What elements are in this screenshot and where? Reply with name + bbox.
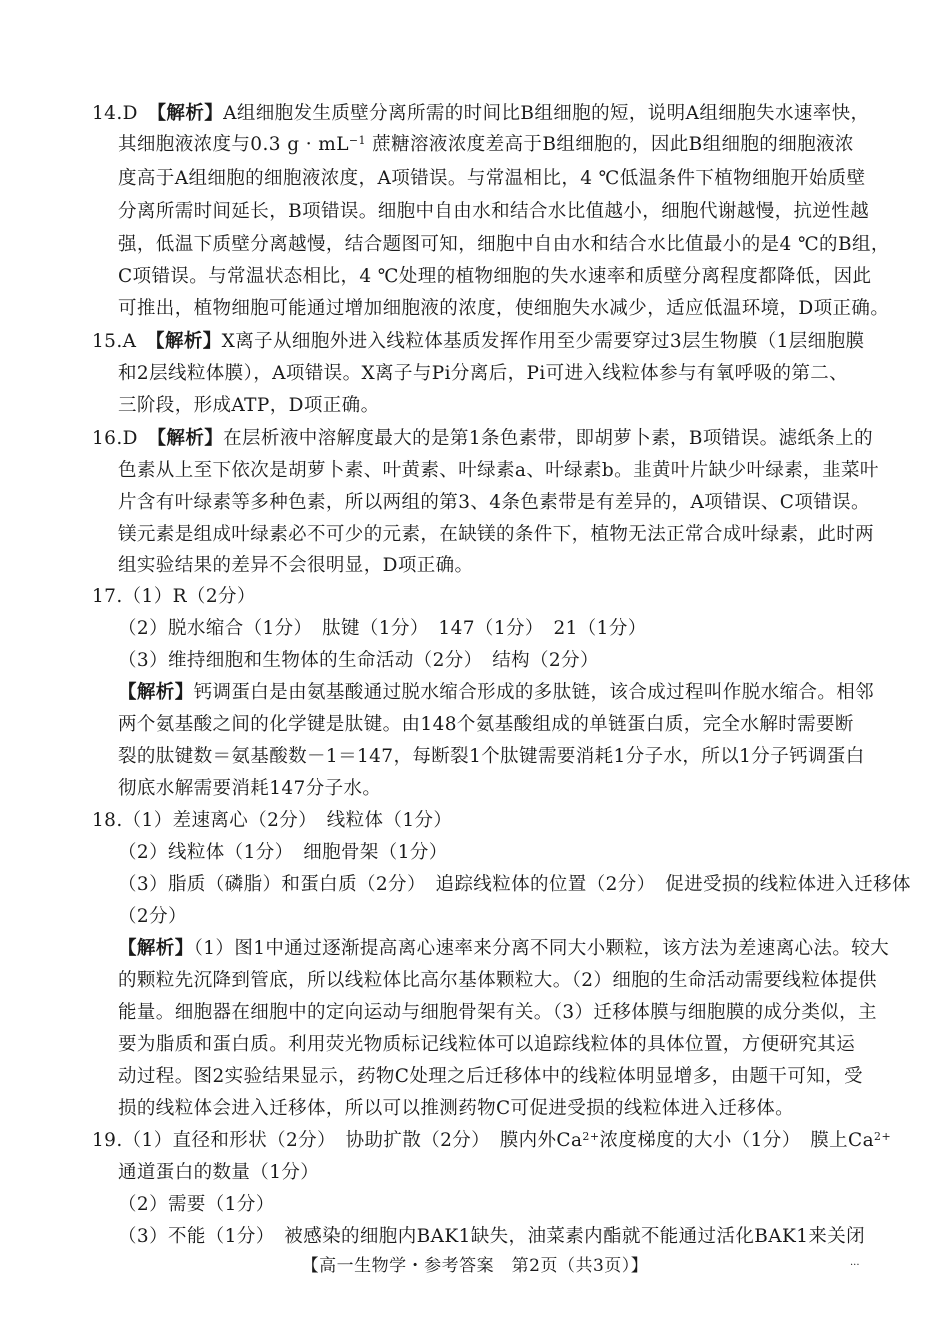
q18-explanation-5: 动过程。图2实验结果显示，药物C处理之后迁移体中的线粒体明显增多，由题干可知，受 <box>118 1066 863 1087</box>
q18-line-3: （3）脂质（磷脂）和蛋白质（2分） 追踪线粒体的位置（2分） 促进受损的线粒体进入迁移体 <box>118 874 911 895</box>
q17-explanation-3: 裂的肽键数＝氨基酸数－1＝147，每断裂1个肽键需要消耗1分子水，所以1分子钙调蛋白 <box>118 746 865 767</box>
q19-line-2: 通道蛋白的数量（1分） <box>118 1162 320 1183</box>
q17-line-2: （2）脱水缩合（1分） 肽键（1分） 147（1分） 21（1分） <box>118 618 647 639</box>
q16-line-1: 16.D 【解析】在层析液中溶解度最大的是第1条色素带，即胡萝卜素，B项错误。滤纸条上的 <box>92 428 873 449</box>
corner-mark: ... <box>850 1257 860 1268</box>
q15-line-2: 和2层线粒体膜），A项错误。X离子与Pi分离后，Pi可进入线粒体参与有氧呼吸的第二、 <box>118 363 849 384</box>
q16-number: 16.D <box>92 428 138 449</box>
q16-line-2: 色素从上至下依次是胡萝卜素、叶黄素、叶绿素a、叶绿素b。韭黄叶片缺少叶绿素，韭菜叶 <box>118 460 879 481</box>
q14-line-5: 强，低温下质壁分离越慢，结合题图可知，细胞中自由水和结合水比值最小的是4 ℃的B组， <box>118 234 890 255</box>
q18-explanation-4: 要为脂质和蛋白质。利用荧光物质标记线粒体可以追踪线粒体的具体位置，方便研究其运 <box>118 1034 856 1055</box>
q18-explanation-6: 损的线粒体会进入迁移体，所以可以推测药物C可促进受损的线粒体进入迁移体。 <box>118 1098 795 1119</box>
q19-line-3: （2）需要（1分） <box>118 1194 275 1215</box>
analysis-tag: 【解析】 <box>118 938 194 959</box>
q17-line-1: 17.（1）R（2分） <box>92 586 256 607</box>
q18-explanation-1: 【解析】（1）图1中通过逐渐提高离心速率来分离不同大小颗粒，该方法为差速离心法。较大 <box>118 938 890 959</box>
q14-line-3: 度高于A组细胞的细胞液浓度，A项错误。与常温相比，4 ℃低温条件下植物细胞开始质壁 <box>118 168 866 189</box>
q16-line-5: 组实验结果的差异不会很明显，D项正确。 <box>118 555 474 576</box>
q18-line-1: 18.（1）差速离心（2分） 线粒体（1分） <box>92 810 453 831</box>
analysis-tag: 【解析】 <box>156 428 224 449</box>
q17-explanation-1: 【解析】钙调蛋白是由氨基酸通过脱水缩合形成的多肽链，该合成过程叫作脱水缩合。相邻 <box>118 682 875 703</box>
q14-line-2: 其细胞液浓度与0.3 $g \cdot mL^{-1}$ 蔗糖溶液浓度差高于B组细胞的，因此B组细胞的细胞液浓 <box>118 134 854 155</box>
q17-explanation-4: 彻底水解需要消耗147分子水。 <box>118 778 382 799</box>
q19-line-4: （3）不能（1分） 被感染的细胞内BAK1缺失，油菜素内酯就不能通过活化BAK1来关闭 <box>118 1226 866 1247</box>
q18-line-2: （2）线粒体（1分） 细胞骨架（1分） <box>118 842 448 863</box>
q14-number: 14.D <box>92 103 138 124</box>
analysis-tag: 【解析】 <box>118 682 194 703</box>
q18-line-4: （2分） <box>118 906 187 927</box>
page-footer: 【高一生物学・参考答案 第2页（共3页）】 <box>301 1256 649 1276</box>
q14-line-7: 可推出，植物细胞可能通过增加细胞液的浓度，使细胞失水减少，适应低温环境，D项正确。 <box>118 298 890 319</box>
q15-line-3: 三阶段，形成ATP，D项正确。 <box>118 395 380 416</box>
q15-line-1: 15.A 【解析】X离子从细胞外进入线粒体基质发挥作用至少需要穿过3层生物膜（1层细胞膜 <box>92 331 865 352</box>
q14-line-1: 14.D 【解析】A组细胞发生质壁分离所需的时间比B组细胞的短，说明A组细胞失水速率快， <box>92 103 870 124</box>
q16-line-3: 片含有叶绿素等多种色素，所以两组的第3、4条色素带是有差异的，A项错误、C项错误。 <box>118 492 870 513</box>
q15-number: 15.A <box>92 331 137 352</box>
q14-line-6: C项错误。与常温状态相比，4 ℃处理的植物细胞的失水速率和质壁分离程度都降低，因此 <box>118 266 872 287</box>
q17-line-3: （3）维持细胞和生物体的生命活动（2分） 结构（2分） <box>118 650 599 671</box>
q17-explanation-2: 两个氨基酸之间的化学键是肽键。由148个氨基酸组成的单链蛋白质，完全水解时需要断 <box>118 714 854 735</box>
q16-line-4: 镁元素是组成叶绿素必不可少的元素，在缺镁的条件下，植物无法正常合成叶绿素，此时两 <box>118 524 875 545</box>
analysis-tag: 【解析】 <box>155 331 222 352</box>
q14-line-4: 分离所需时间延长，B项错误。细胞中自由水和结合水比值越小，细胞代谢越慢，抗逆性越 <box>118 201 870 222</box>
q18-explanation-2: 的颗粒先沉降到管底，所以线粒体比高尔基体颗粒大。（2）细胞的生命活动需要线粒体提供 <box>118 970 877 991</box>
analysis-tag: 【解析】 <box>156 103 224 124</box>
q19-line-1: 19.（1）直径和形状（2分） 协助扩散（2分） 膜内外$Ca^{2+}$浓度梯度的大小（1分） 膜上$Ca^{2+}$ <box>92 1130 892 1151</box>
q18-explanation-3: 能量。细胞器在细胞中的定向运动与细胞骨架有关。（3）迁移体膜与细胞膜的成分类似，主 <box>118 1002 877 1023</box>
